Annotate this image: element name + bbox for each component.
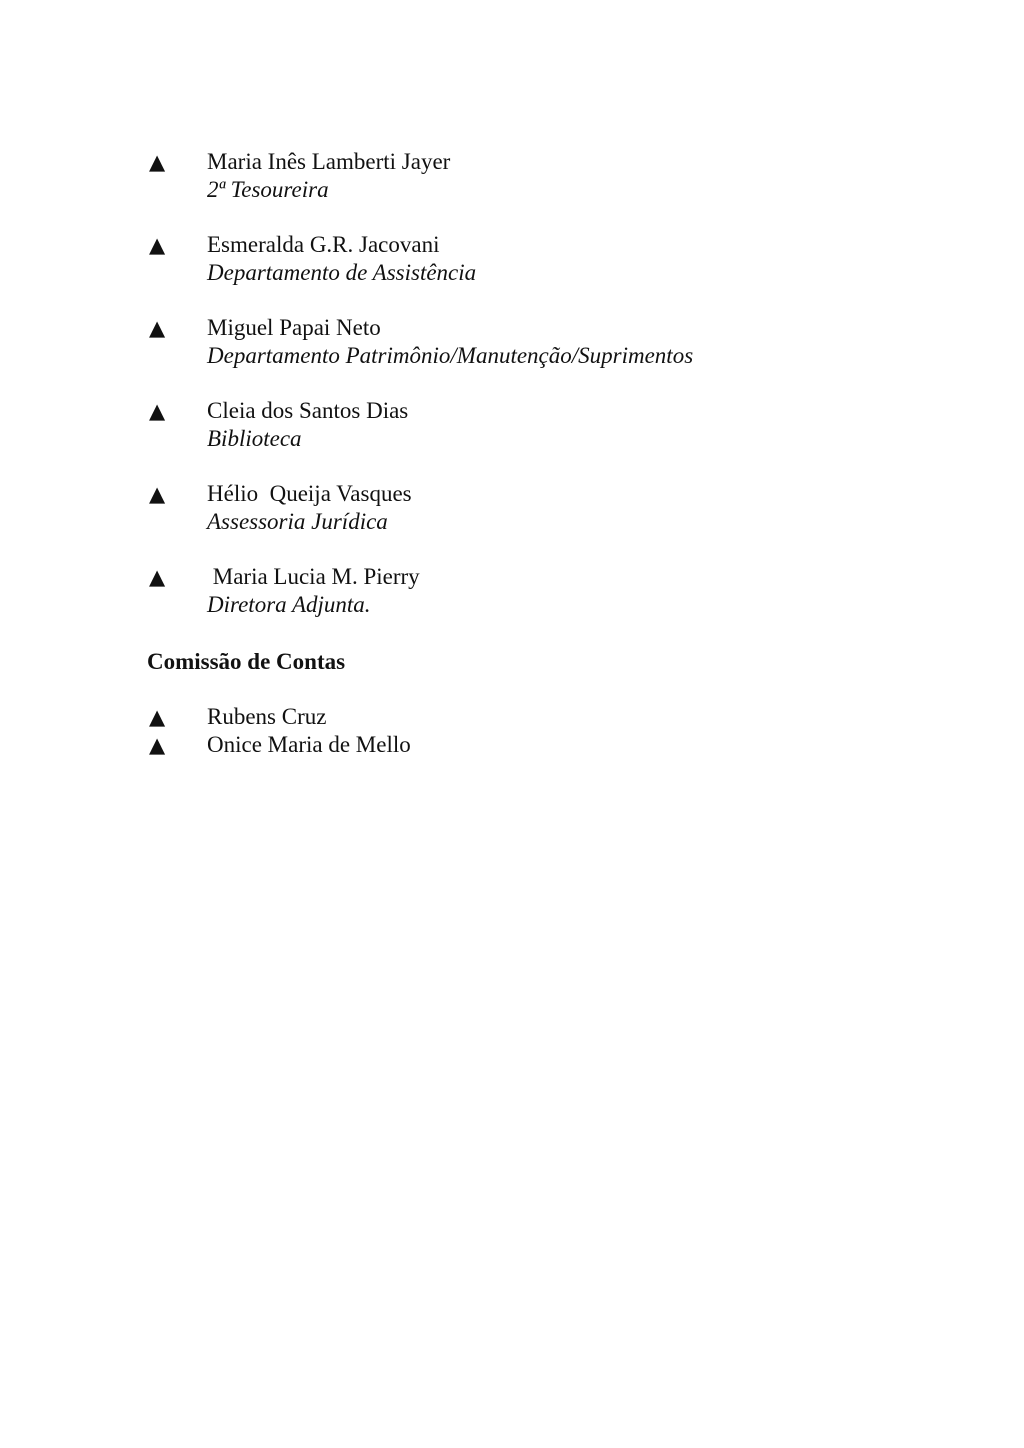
member-role: Departamento Patrimônio/Manutenção/Suprimentos	[207, 343, 694, 368]
member-entry	[147, 397, 907, 480]
member-role: Departamento de Assistência	[207, 260, 477, 285]
member-role: Assessoria Jurídica	[207, 509, 388, 534]
committee-member-entry	[147, 731, 907, 759]
committee-member-entry	[147, 703, 907, 731]
member-name: Esmeralda G.R. Jacovani	[207, 232, 440, 257]
committee-member-name: Rubens Cruz	[207, 704, 327, 729]
section-heading: Comissão de Contas	[147, 649, 346, 674]
member-name: Maria Inês Lamberti Jayer	[207, 149, 451, 174]
member-name: Maria Lucia M. Pierry	[207, 564, 420, 589]
member-entry	[147, 314, 907, 397]
member-name: Miguel Papai Neto	[207, 315, 381, 340]
triangle-bullet-icon: ▲	[149, 233, 166, 257]
member-entry	[147, 480, 907, 563]
committee-member-name: Onice Maria de Mello	[207, 732, 411, 757]
triangle-bullet-icon: ▲	[149, 705, 166, 729]
triangle-bullet-icon: ▲	[149, 565, 166, 589]
member-name: Hélio Queija Vasques	[207, 481, 412, 506]
member-name: Cleia dos Santos Dias	[207, 398, 409, 423]
triangle-bullet-icon: ▲	[149, 399, 166, 423]
triangle-bullet-icon: ▲	[149, 482, 166, 506]
member-entry	[147, 231, 907, 314]
board-member-list	[147, 148, 907, 646]
member-entry	[147, 148, 907, 231]
member-role: 2ª Tesoureira	[207, 177, 329, 202]
member-role: Diretora Adjunta.	[207, 592, 371, 617]
triangle-bullet-icon: ▲	[149, 733, 166, 757]
triangle-bullet-icon: ▲	[149, 316, 166, 340]
member-entry	[147, 563, 907, 646]
member-role: Biblioteca	[207, 426, 302, 451]
accounts-committee-list	[147, 703, 907, 759]
triangle-bullet-icon: ▲	[149, 150, 166, 174]
